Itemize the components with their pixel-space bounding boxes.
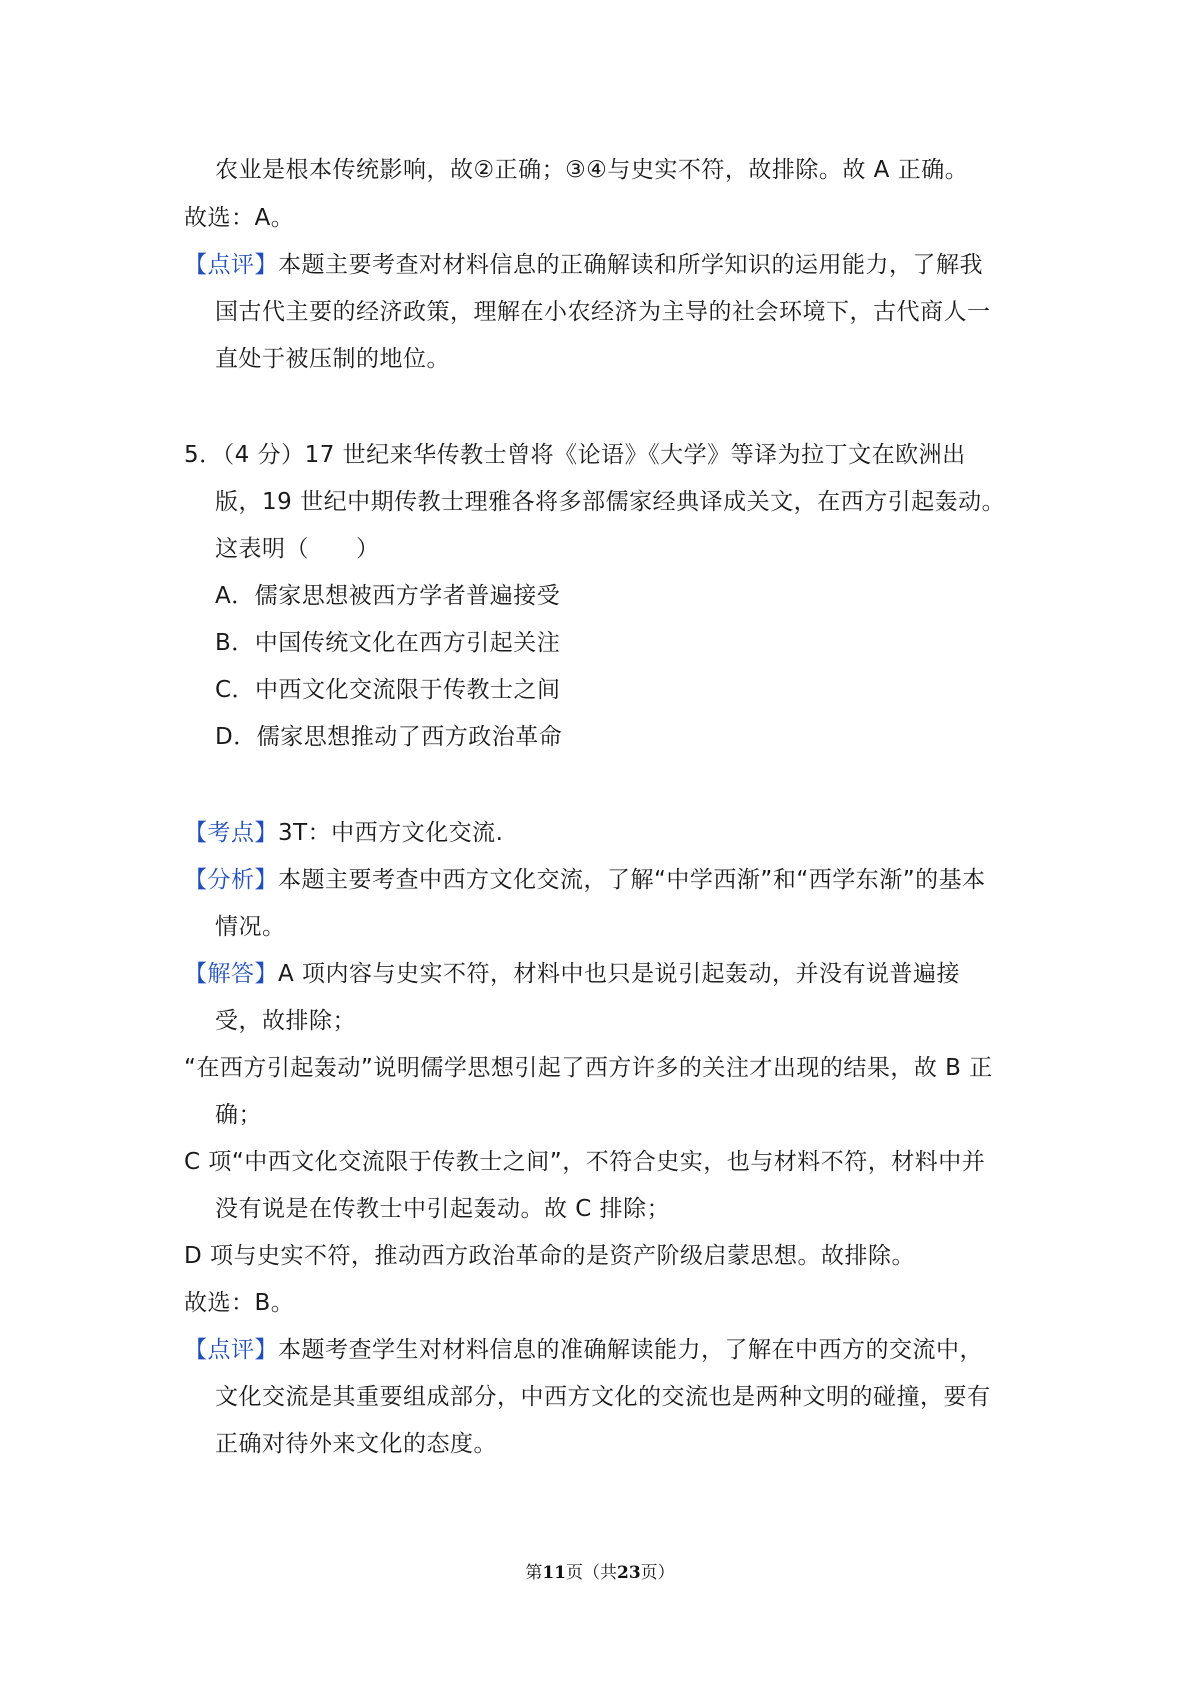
jieda-c-line-1: C 项“中西文化交流限于传教士之间”，不符合史实，也与材料不符，材料中并 bbox=[184, 1149, 986, 1175]
kaodian-text: 3T：中西方文化交流. bbox=[278, 820, 504, 846]
prev-comment-line-2: 国古代主要的经济政策，理解在小农经济为主导的社会环境下，古代商人一 bbox=[215, 299, 991, 325]
fenxi-line-1 bbox=[184, 864, 986, 896]
jieda-b-line-2: 确； bbox=[215, 1102, 262, 1128]
option-c: C．中西文化交流限于传教士之间 bbox=[215, 677, 561, 703]
kaodian-line bbox=[184, 817, 504, 849]
question-5-answer: 故选：B。 bbox=[184, 1290, 295, 1316]
footer-suffix: 页） bbox=[640, 1563, 675, 1583]
footer-prefix: 第 bbox=[525, 1563, 543, 1583]
prev-comment-line-1 bbox=[184, 249, 983, 281]
question-5-stem-line-2: 版，19 世纪中期传教士理雅各将多部儒家经典译成关文，在西方引起轰动。 bbox=[215, 489, 1006, 515]
option-b: B．中国传统文化在西方引起关注 bbox=[215, 630, 561, 656]
kaodian-tag: 【考点】 bbox=[184, 820, 278, 846]
fenxi-text: 本题主要考查中西方文化交流，了解“中学西渐”和“西学东渐”的基本 bbox=[278, 867, 986, 893]
jieda-line-2: 受，故排除； bbox=[215, 1008, 356, 1034]
question-5-stem-line-1: 5．（4 分）17 世纪来华传教士曾将《论语》《大学》等译为拉丁文在欧洲出 bbox=[184, 442, 966, 468]
dianping-tag: 【点评】 bbox=[184, 1337, 278, 1363]
dianping-line-1 bbox=[184, 1334, 983, 1366]
jieda-c-line-2: 没有说是在传教士中引起轰动。故 C 排除； bbox=[215, 1196, 671, 1222]
prev-analysis-line: 农业是根本传统影响，故②正确；③④与史实不符，故排除。故 A 正确。 bbox=[215, 157, 969, 183]
footer-middle: 页（共 bbox=[566, 1563, 617, 1583]
comment-text: 本题主要考查对材料信息的正确解读和所学知识的运用能力，了解我 bbox=[278, 252, 983, 278]
dianping-line-2: 文化交流是其重要组成部分，中西方文化的交流也是两种文明的碰撞，要有 bbox=[215, 1384, 991, 1410]
jieda-line-1 bbox=[184, 958, 960, 990]
page-footer bbox=[0, 1561, 1200, 1585]
jieda-tag: 【解答】 bbox=[184, 961, 278, 987]
jieda-b-line-1: “在西方引起轰动”说明儒学思想引起了西方许多的关注才出现的结果，故 B 正 bbox=[184, 1055, 993, 1081]
prev-answer: 故选：A。 bbox=[184, 205, 295, 231]
option-a: A．儒家思想被西方学者普遍接受 bbox=[215, 583, 561, 609]
jieda-text: A 项内容与史实不符，材料中也只是说引起轰动，并没有说普遍接 bbox=[278, 961, 961, 987]
option-d: D．儒家思想推动了西方政治革命 bbox=[215, 724, 563, 750]
page-number: 11 bbox=[542, 1563, 566, 1583]
prev-comment-line-3: 直处于被压制的地位。 bbox=[215, 346, 450, 372]
page-total: 23 bbox=[617, 1563, 641, 1583]
question-5-stem-line-3: 这表明（ ） bbox=[215, 536, 380, 562]
jieda-d-line: D 项与史实不符，推动西方政治革命的是资产阶级启蒙思想。故排除。 bbox=[184, 1243, 916, 1269]
fenxi-tag: 【分析】 bbox=[184, 867, 278, 893]
dianping-line-3: 正确对待外来文化的态度。 bbox=[215, 1431, 497, 1457]
dianping-text: 本题考查学生对材料信息的准确解读能力，了解在中西方的交流中， bbox=[278, 1337, 983, 1363]
comment-tag: 【点评】 bbox=[184, 252, 278, 278]
fenxi-line-2: 情况。 bbox=[215, 914, 286, 940]
